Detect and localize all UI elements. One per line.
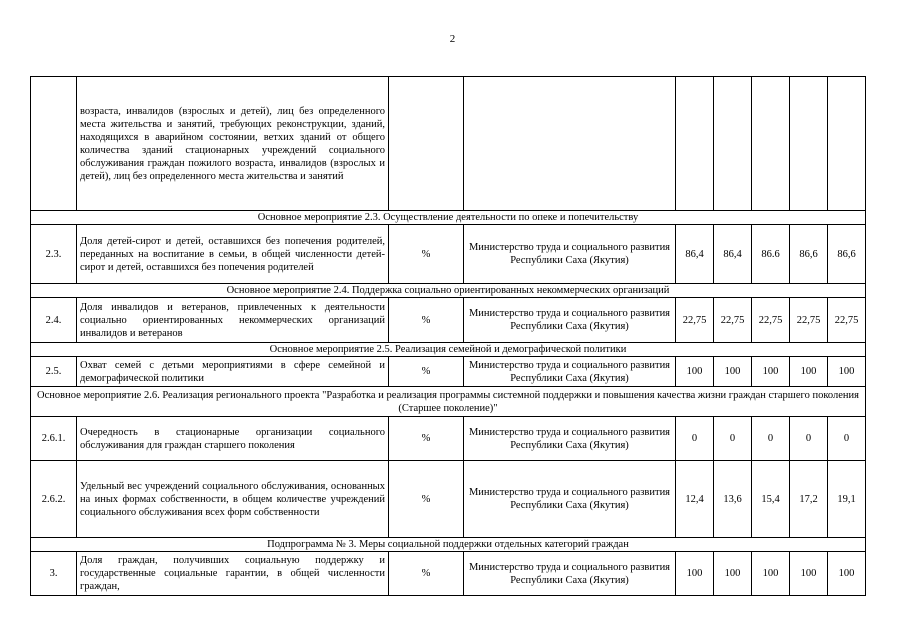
table-row	[31, 417, 866, 461]
value-cell: 12,4	[676, 461, 714, 538]
row-number	[31, 77, 77, 211]
section-header-row	[31, 211, 866, 225]
unit-cell: %	[389, 225, 464, 284]
value-cell: 0	[828, 417, 866, 461]
value-cell: 100	[676, 552, 714, 596]
value-cell: 19,1	[828, 461, 866, 538]
table-row	[31, 77, 866, 211]
value-cell: 100	[790, 357, 828, 387]
row-number: 2.3.	[31, 225, 77, 284]
responsible-organization: Министерство труда и социального развития Республики Саха (Якутия)	[464, 417, 676, 461]
section-header: Подпрограмма № 3. Меры социальной поддержки отдельных категорий граждан	[31, 538, 866, 552]
indicator-description: Очередность в стационарные организации социального обслуживания для граждан старшего поколения	[77, 417, 389, 461]
value-cell	[828, 77, 866, 211]
value-cell: 86,4	[676, 225, 714, 284]
row-number: 2.6.2.	[31, 461, 77, 538]
responsible-organization	[464, 77, 676, 211]
unit-cell: %	[389, 552, 464, 596]
indicator-description: Доля инвалидов и ветеранов, привлеченных к деятельности социально ориентированных некоммерческих организаций инвалидов и ветеранов	[77, 298, 389, 343]
value-cell: 100	[676, 357, 714, 387]
section-header-row	[31, 538, 866, 552]
table-row	[31, 357, 866, 387]
page-number: 2	[449, 33, 456, 45]
value-cell: 22,75	[676, 298, 714, 343]
value-cell: 86,6	[790, 225, 828, 284]
indicator-description: возраста, инвалидов (взрослых и детей), лиц без определенного места жительства и занятий, требующих реконструкции, зданий, находящихся в аварийном состоянии, ветхих зданий от общего количества зданий стационарных учреждений социального обслуживания граждан пожилого возраста, инвалидов (взрослых и детей), лиц без определенного места жительства и занятий	[77, 77, 389, 211]
value-cell: 100	[714, 357, 752, 387]
value-cell: 100	[714, 552, 752, 596]
value-cell: 22,75	[790, 298, 828, 343]
indicators-table	[30, 76, 866, 596]
value-cell: 100	[828, 552, 866, 596]
value-cell: 22,75	[828, 298, 866, 343]
value-cell	[676, 77, 714, 211]
indicator-description: Доля граждан, получивших социальную поддержку и государственные социальные гарантии, в общей численности граждан,	[77, 552, 389, 596]
value-cell: 0	[676, 417, 714, 461]
row-number: 2.6.1.	[31, 417, 77, 461]
value-cell: 0	[752, 417, 790, 461]
row-number: 2.5.	[31, 357, 77, 387]
value-cell	[752, 77, 790, 211]
value-cell: 86.6	[752, 225, 790, 284]
responsible-organization: Министерство труда и социального развития Республики Саха (Якутия)	[464, 357, 676, 387]
table-row	[31, 225, 866, 284]
responsible-organization: Министерство труда и социального развития Республики Саха (Якутия)	[464, 298, 676, 343]
responsible-organization: Министерство труда и социального развития Республики Саха (Якутия)	[464, 461, 676, 538]
value-cell: 100	[752, 552, 790, 596]
value-cell: 13,6	[714, 461, 752, 538]
unit-cell: %	[389, 461, 464, 538]
unit-cell: %	[389, 298, 464, 343]
value-cell: 86,4	[714, 225, 752, 284]
value-cell: 0	[790, 417, 828, 461]
table-row	[31, 461, 866, 538]
responsible-organization: Министерство труда и социального развития Республики Саха (Якутия)	[464, 225, 676, 284]
value-cell: 15,4	[752, 461, 790, 538]
section-header: Основное мероприятие 2.5. Реализация семейной и демографической политики	[31, 343, 866, 357]
indicator-description: Охват семей с детьми мероприятиями в сфере семейной и демографической политики	[77, 357, 389, 387]
unit-cell: %	[389, 417, 464, 461]
section-header: Основное мероприятие 2.3. Осуществление деятельности по опеке и попечительству	[31, 211, 866, 225]
value-cell: 0	[714, 417, 752, 461]
responsible-organization: Министерство труда и социального развития Республики Саха (Якутия)	[464, 552, 676, 596]
row-number: 3.	[31, 552, 77, 596]
section-header-row	[31, 387, 866, 417]
unit-cell	[389, 77, 464, 211]
value-cell: 86,6	[828, 225, 866, 284]
section-header-row	[31, 284, 866, 298]
section-header: Основное мероприятие 2.4. Поддержка социально ориентированных некоммерческих организаций	[31, 284, 866, 298]
indicator-description: Удельный вес учреждений социального обслуживания, основанных на иных формах собственности, в общем количестве учреждений социального обслуживания всех форм собственности	[77, 461, 389, 538]
row-number: 2.4.	[31, 298, 77, 343]
value-cell: 100	[790, 552, 828, 596]
value-cell: 100	[828, 357, 866, 387]
value-cell: 17,2	[790, 461, 828, 538]
value-cell	[790, 77, 828, 211]
table-row	[31, 552, 866, 596]
table-row	[31, 298, 866, 343]
value-cell: 22,75	[714, 298, 752, 343]
section-header: Основное мероприятие 2.6. Реализация регионального проекта "Разработка и реализация программы системной поддержки и повышения качества жизни граждан старшего поколения (Старшее поколение)"	[31, 387, 866, 417]
value-cell	[714, 77, 752, 211]
value-cell: 100	[752, 357, 790, 387]
value-cell: 22,75	[752, 298, 790, 343]
unit-cell: %	[389, 357, 464, 387]
section-header-row	[31, 343, 866, 357]
indicator-description: Доля детей-сирот и детей, оставшихся без попечения родителей, переданных на воспитание в семьи, в общей численности детей-сирот и детей, оставшихся без попечения родителей	[77, 225, 389, 284]
